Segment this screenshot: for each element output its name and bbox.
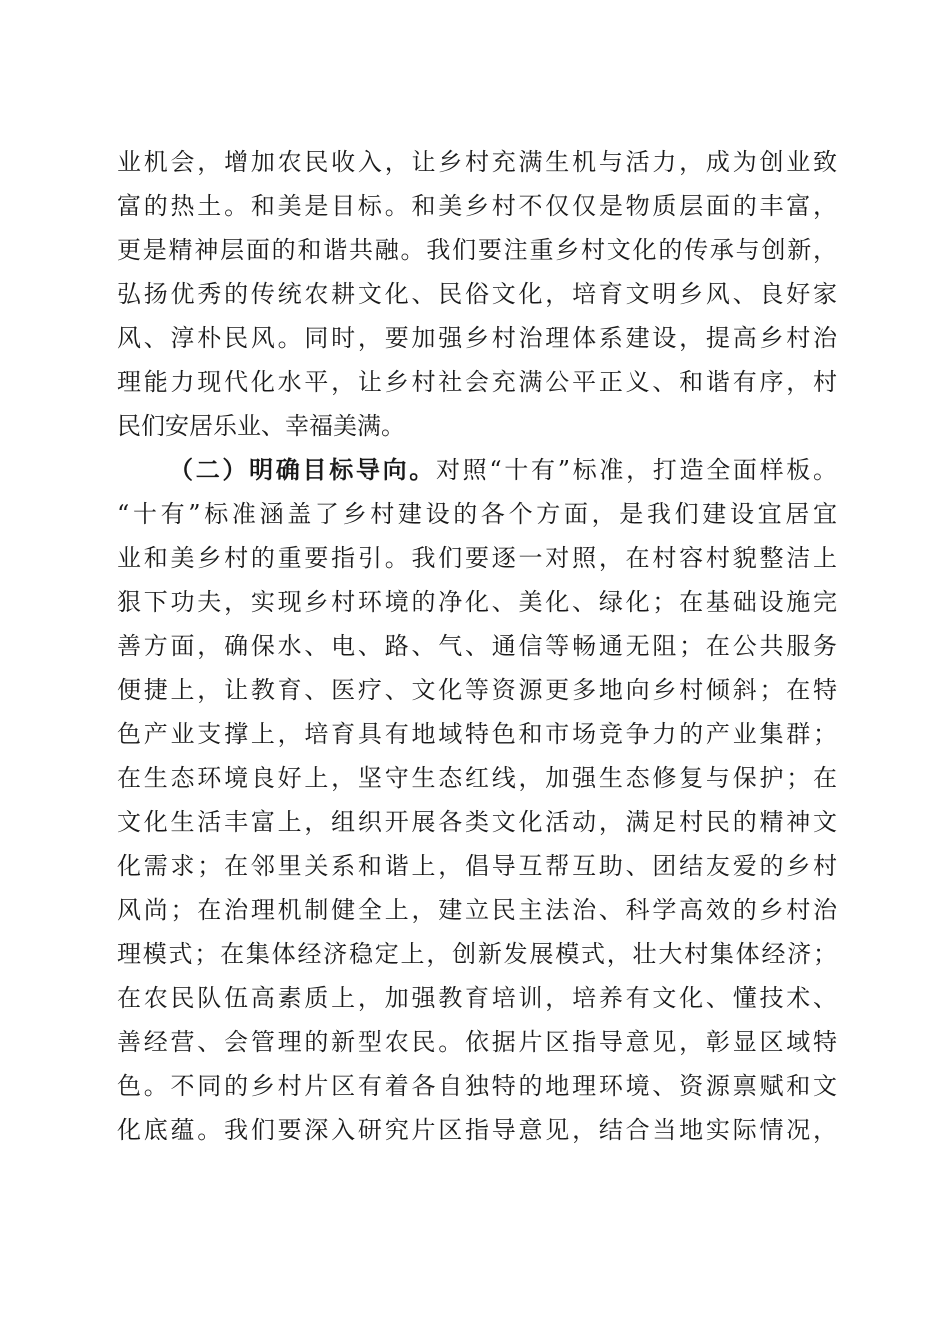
text-line: 善经营、会管理的新型农民。依据片区指导意见，彰显区域特 <box>117 1028 837 1056</box>
text-line: 理能力现代化水平，让乡村社会充满公平正义、和谐有序，村 <box>117 368 837 396</box>
section-heading-line <box>117 448 837 492</box>
text-line: 业机会，增加农民收入，让乡村充满生机与活力，成为创业致 <box>117 148 837 176</box>
text-line: 狠下功夫，实现乡村环境的净化、美化、绿化；在基础设施完 <box>117 588 837 616</box>
text-line: 民们安居乐业、幸福美满。 <box>117 412 405 440</box>
text-line: 善方面，确保水、电、路、气、通信等畅通无阻；在公共服务 <box>117 632 837 660</box>
text-line: 风尚；在治理机制健全上，建立民主法治、科学高效的乡村治 <box>117 896 837 924</box>
text-line: 化需求；在邻里关系和谐上，倡导互帮互助、团结友爱的乡村 <box>117 852 837 880</box>
section-heading-text: 对照“十有”标准，打造全面样板。 <box>435 456 837 484</box>
text-line: 在生态环境良好上，坚守生态红线，加强生态修复与保护；在 <box>117 764 837 792</box>
text-line: 色。不同的乡村片区有着各自独特的地理环境、资源禀赋和文 <box>117 1072 837 1100</box>
text-line: 业和美乡村的重要指引。我们要逐一对照，在村容村貌整洁上 <box>117 544 837 572</box>
text-line: 化底蕴。我们要深入研究片区指导意见，结合当地实际情况， <box>117 1116 837 1144</box>
text-line: 便捷上，让教育、医疗、文化等资源更多地向乡村倾斜；在特 <box>117 676 837 704</box>
text-line: 色产业支撑上，培育具有地域特色和市场竞争力的产业集群； <box>117 720 837 748</box>
section-heading: （二）明确目标导向。 <box>169 455 436 484</box>
text-line: 富的热土。和美是目标。和美乡村不仅仅是物质层面的丰富， <box>117 192 837 220</box>
text-line: 更是精神层面的和谐共融。我们要注重乡村文化的传承与创新， <box>117 236 837 264</box>
text-line: 弘扬优秀的传统农耕文化、民俗文化，培育文明乡风、良好家 <box>117 280 837 308</box>
document-body <box>117 140 837 1152</box>
text-line: 文化生活丰富上，组织开展各类文化活动，满足村民的精神文 <box>117 808 837 836</box>
text-line: “十有”标准涵盖了乡村建设的各个方面，是我们建设宜居宜 <box>117 500 837 528</box>
text-line: 理模式；在集体经济稳定上，创新发展模式，壮大村集体经济； <box>117 940 837 968</box>
text-line: 风、淳朴民风。同时，要加强乡村治理体系建设，提高乡村治 <box>117 324 837 352</box>
text-line: 在农民队伍高素质上，加强教育培训，培养有文化、懂技术、 <box>117 984 837 1012</box>
